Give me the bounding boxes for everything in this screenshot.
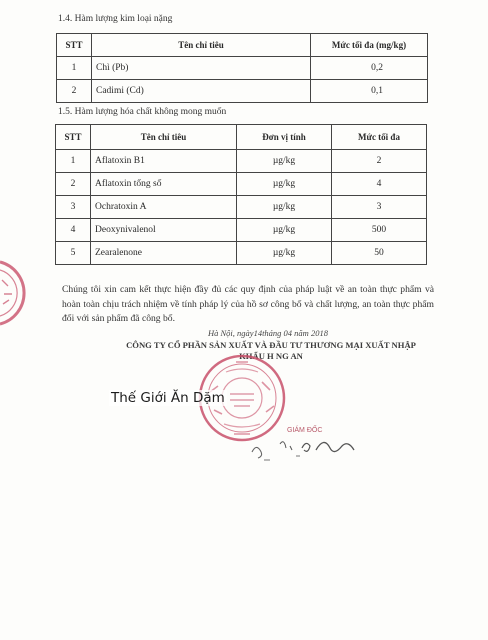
cell-max: 50 bbox=[332, 242, 427, 265]
company-name-line2: KHẨU H NG AN bbox=[239, 351, 303, 361]
section-heading-chemicals: 1.5. Hàm lượng hóa chất không mong muốn bbox=[58, 107, 227, 117]
header-max: Mức tối đa bbox=[332, 125, 427, 150]
cell-stt: 2 bbox=[56, 173, 91, 196]
cell-max: 500 bbox=[332, 219, 427, 242]
cell-stt: 2 bbox=[57, 80, 92, 103]
cell-unit: µg/kg bbox=[237, 196, 332, 219]
place-date: Hà Nội, ngày14tháng 04 năm 2018 bbox=[208, 328, 328, 338]
table-row bbox=[56, 173, 427, 196]
cell-name: Ochratoxin A bbox=[91, 196, 237, 219]
cell-max: 3 bbox=[332, 196, 427, 219]
cell-stt: 3 bbox=[56, 196, 91, 219]
cell-name: Deoxynivalenol bbox=[91, 219, 237, 242]
signer-title: GIÁM ĐỐC bbox=[287, 427, 323, 434]
heavy-metals-table bbox=[56, 33, 428, 103]
table-header-row bbox=[57, 34, 428, 57]
cell-unit: µg/kg bbox=[237, 242, 332, 265]
cell-unit: µg/kg bbox=[237, 173, 332, 196]
cell-stt: 1 bbox=[56, 150, 91, 173]
cell-unit: µg/kg bbox=[237, 219, 332, 242]
cell-stt: 1 bbox=[57, 57, 92, 80]
table-row bbox=[56, 242, 427, 265]
table-row bbox=[56, 219, 427, 242]
company-name-line1: CÔNG TY CỔ PHẦN SẢN XUẤT VÀ ĐẦU TƯ THƯƠNG MẠI XUẤT NHẬP bbox=[126, 340, 416, 350]
header-unit: Đơn vị tính bbox=[237, 125, 332, 150]
cell-max: 4 bbox=[332, 173, 427, 196]
header-max: Mức tối đa (mg/kg) bbox=[311, 34, 428, 57]
cell-name: Aflatoxin tổng số bbox=[91, 173, 237, 196]
table-row bbox=[56, 150, 427, 173]
table-row bbox=[57, 57, 428, 80]
watermark-text: Thế Giới Ăn Dặm bbox=[111, 390, 225, 406]
cell-name: Chì (Pb) bbox=[92, 57, 311, 80]
cell-max: 0,2 bbox=[311, 57, 428, 80]
cell-name: Cadimi (Cd) bbox=[92, 80, 311, 103]
cell-stt: 4 bbox=[56, 219, 91, 242]
cell-max: 2 bbox=[332, 150, 427, 173]
cell-max: 0,1 bbox=[311, 80, 428, 103]
cell-unit: µg/kg bbox=[237, 150, 332, 173]
table-row bbox=[56, 196, 427, 219]
chemicals-table bbox=[55, 124, 427, 265]
cell-name: Zearalenone bbox=[91, 242, 237, 265]
cell-name: Aflatoxin B1 bbox=[91, 150, 237, 173]
header-stt: STT bbox=[56, 125, 91, 150]
section-heading-heavy-metals: 1.4. Hàm lượng kim loại nặng bbox=[58, 14, 173, 24]
header-name: Tên chỉ tiêu bbox=[92, 34, 311, 57]
header-stt: STT bbox=[57, 34, 92, 57]
cell-stt: 5 bbox=[56, 242, 91, 265]
commitment-paragraph: Chúng tôi xin cam kết thực hiện đầy đủ các quy định của pháp luật về an toàn thực phẩm và hoàn toàn chịu trách nhiệm về tính pháp lý của hồ sơ công bố và chất lượng, an toàn thực phẩm đối với sản phẩm đã công bố. bbox=[62, 284, 434, 324]
edge-seal-icon bbox=[0, 258, 34, 328]
table-header-row bbox=[56, 125, 427, 150]
table-row bbox=[57, 80, 428, 103]
header-name: Tên chỉ tiêu bbox=[91, 125, 237, 150]
